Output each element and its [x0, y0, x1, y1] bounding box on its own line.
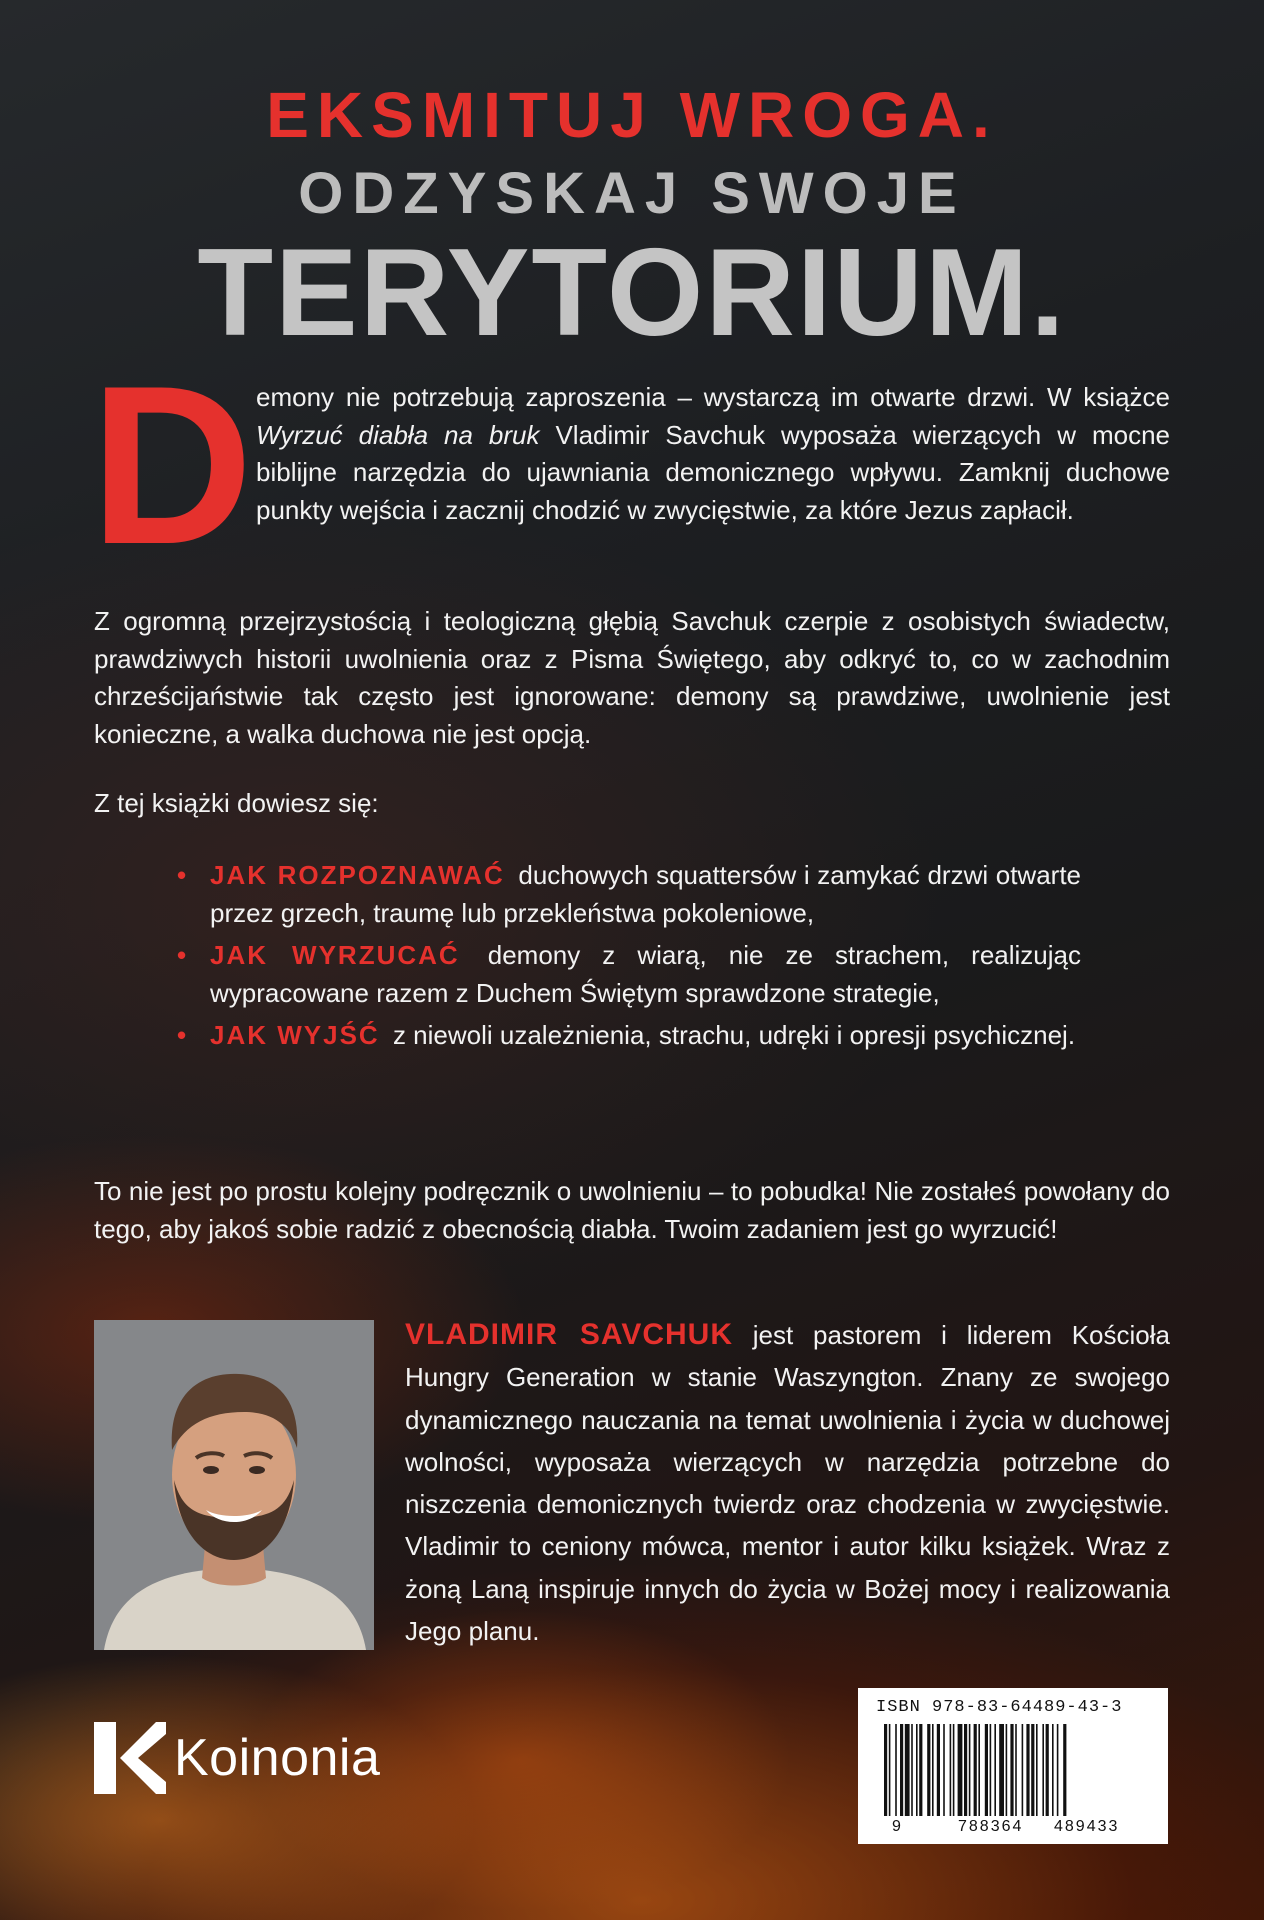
barcode-bar [1052, 1724, 1054, 1816]
bullet-icon: • [177, 860, 187, 890]
barcode-bar [964, 1724, 967, 1816]
barcode-bar [1006, 1724, 1008, 1816]
barcode-bar [911, 1724, 913, 1816]
barcode-bar [937, 1724, 940, 1816]
barcode-bar [1042, 1724, 1044, 1816]
barcode-bar [900, 1724, 903, 1816]
barcode-bar [974, 1724, 977, 1816]
author-bio [405, 1314, 1170, 1652]
list-item-text: z niewoli uzależnienia, strachu, udręki i opresji psychicznej. [392, 1020, 1076, 1050]
description-paragraph: Z ogromną przejrzystością i teologiczną głębią Savchuk czerpie z osobistych świadectw, prawdziwych historii uwolnienia oraz z Pisma Świętego, aby odkryć to, co w zachodnim chrześcijaństwie tak często jest ignorowane: demony są prawdziwe, uwolnienie jest konieczne, a walka duchowa nie jest opcją. [94, 606, 1170, 749]
barcode-bar [1015, 1724, 1017, 1816]
barcode-bar [1031, 1724, 1034, 1816]
barcode-bar [1010, 1724, 1013, 1816]
barcode-bar [1026, 1724, 1029, 1816]
barcode-bar [884, 1724, 887, 1816]
book-title-italic: Wyrzuć diabła na bruk [256, 419, 540, 450]
drop-cap: D [90, 338, 254, 591]
headline-line-1: EKSMITUJ WROGA. [266, 79, 998, 151]
barcode-first-digit: 9 [892, 1818, 901, 1835]
benefits-list [177, 856, 1081, 1058]
list-item-text: demony z wiarą, nie ze strachem, realizując wypracowane razem z Duchem Świętym sprawdzone strategie, [210, 940, 1081, 1008]
barcode-bar [905, 1724, 910, 1816]
barcode-left-digits: 788364 [958, 1818, 1024, 1835]
barcode-bar [978, 1724, 980, 1816]
intro-text-a: emony nie potrzebują zaproszenia – wystarczą im otwarte drzwi. W książce [256, 382, 1170, 412]
barcode-bar [969, 1724, 971, 1816]
barcode-bar [999, 1724, 1004, 1816]
barcode-bar [994, 1724, 996, 1816]
bullet-icon: • [177, 1020, 187, 1050]
author-portrait-illustration [94, 1320, 374, 1650]
headline-line-2: ODZYSKAJ SWOJE [298, 161, 966, 226]
list-item [177, 1016, 1081, 1054]
author-name: VLADIMIR SAVCHUK [405, 1318, 733, 1351]
barcode-bars [884, 1724, 1144, 1816]
barcode-right-digits: 489433 [1054, 1818, 1120, 1835]
author-photo [94, 1320, 374, 1650]
barcode-bar [985, 1724, 988, 1816]
barcode-bar [1057, 1724, 1059, 1816]
barcode-bar [889, 1724, 891, 1816]
list-item-text: duchowych squattersów i zamykać drzwi otwarte przez grzech, traumę lub przekleństwa pokoleniowe, [210, 860, 1082, 928]
publisher-logo [94, 1722, 380, 1794]
barcode-bar [950, 1724, 952, 1816]
list-item [177, 936, 1081, 1012]
barcode-bar [916, 1724, 918, 1816]
koinonia-k-logo-icon [94, 1722, 166, 1794]
barcode-bar [1063, 1724, 1066, 1816]
barcode-bar [953, 1724, 955, 1816]
headline-line-3: TERYTORIUM. [197, 224, 1067, 362]
list-intro: Z tej książki dowiesz się: [94, 788, 379, 818]
list-item-keyword: JAK WYJŚĆ [210, 1020, 380, 1050]
barcode-bar [1036, 1724, 1038, 1816]
barcode-bar [1022, 1724, 1024, 1816]
closing-paragraph: To nie jest po prostu kolejny podręcznik o uwolnieniu – to pobudka! Nie zostałeś powołany do tego, aby jakoś sobie radzić z obecnością diabła. Twoim zadaniem jest go wyrzucić! [94, 1176, 1170, 1244]
isbn-barcode [858, 1688, 1168, 1844]
author-bio-text: jest pastorem i liderem Kościoła Hungry Generation w stanie Waszyngton. Znany ze swojego dynamicznego nauczania na temat uwolnienia i życia w duchowej wolności, wyposaża wierzących w narzędzia potrzebne do niszczenia demonicznych twierdz oraz chodzenia w zwycięstwie. Vladimir to ceniony mówca, mentor i autor kilku książek. Wraz z żoną Laną inspiruje innych do życia w Bożej mocy i realizowania Jego planu. [405, 1320, 1170, 1647]
barcode-bar [919, 1724, 922, 1816]
barcode-bar [958, 1724, 963, 1816]
intro-paragraph [256, 379, 1170, 529]
intro-text-b: Vladimir Savchuk wyposaża wierzących w mocne biblijne narzędzia do ujawniania demonicznego wpływu. Zamknij duchowe punkty wejścia i zacznij chodzić w zwycięstwie, za które Jezus zapłacił. [256, 419, 1170, 525]
list-item [177, 856, 1081, 932]
list-item-keyword: JAK ROZPOZNAWAĆ [210, 860, 505, 890]
publisher-name: Koinonia [174, 1729, 381, 1787]
barcode-bar [1046, 1724, 1049, 1816]
list-item-keyword: JAK WYRZUCAĆ [210, 940, 460, 970]
barcode-bar [927, 1724, 930, 1816]
bullet-icon: • [177, 940, 187, 970]
barcode-bar [932, 1724, 934, 1816]
isbn-label: ISBN 978-83-64489-43-3 [876, 1698, 1123, 1717]
barcode-bar [943, 1724, 945, 1816]
barcode-bar [990, 1724, 992, 1816]
barcode-bar [895, 1724, 897, 1816]
